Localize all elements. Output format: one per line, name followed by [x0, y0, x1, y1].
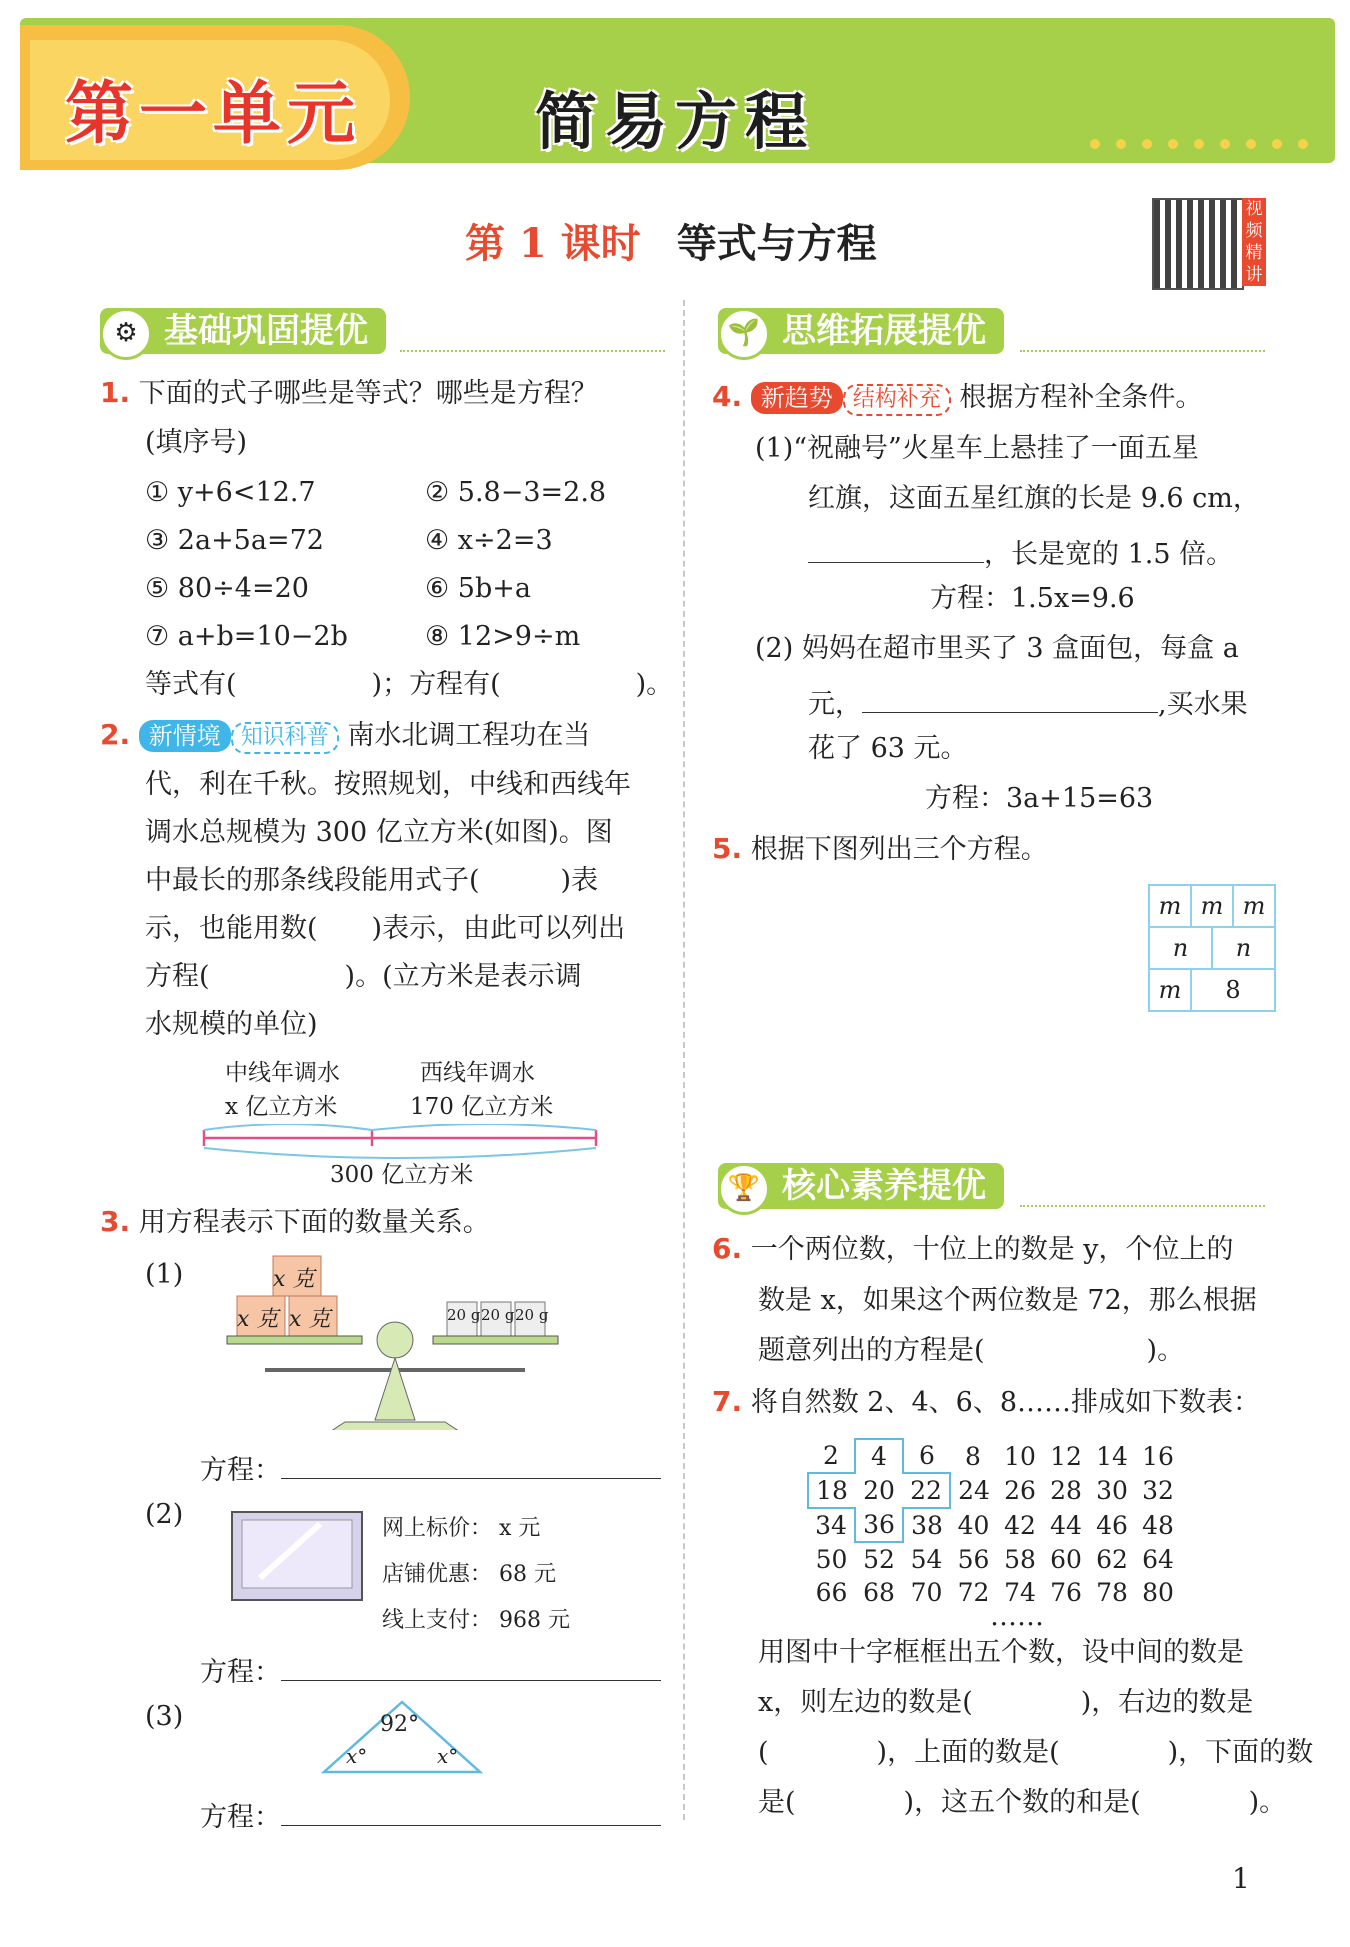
qr-video-tag[interactable]: 视频精讲 — [1242, 198, 1266, 286]
section-rule — [400, 350, 665, 352]
q7-line[interactable]: 是( )，这五个数的和是( )。 — [758, 1787, 1287, 1818]
angle-left: x° — [346, 1744, 368, 1768]
q1-item: ① y+6<12.7 — [145, 477, 316, 508]
q1-item: ⑤ 80÷4=20 — [145, 573, 309, 604]
q4-p2-line2[interactable]: 元， ,买水果 — [808, 682, 1248, 722]
q3-part3-label: (3) — [145, 1701, 184, 1732]
q5-grid: m m m n n m 8 — [1148, 884, 1276, 1012]
price-list — [382, 1506, 570, 1644]
q4-p2-eq: 方程：3a+15=63 — [925, 783, 1154, 814]
tag-science: 知识科普 — [231, 722, 339, 754]
page-number: 1 — [1232, 1862, 1250, 1895]
chapter-title: 简易方程 — [535, 85, 816, 158]
angle-right: x° — [437, 1744, 459, 1768]
gear-icon: ⚙ — [100, 308, 152, 360]
q2-line[interactable]: 示，也能用数( )表示，由此可以列出 — [145, 913, 626, 944]
q3-eq3[interactable]: 方程： — [200, 1795, 661, 1835]
q7-ellipsis: …… — [990, 1601, 1044, 1632]
trophy-icon: 🏆 — [718, 1163, 770, 1215]
q3-stem: 3. 用方程表示下面的数量关系。 — [100, 1205, 490, 1238]
section-basic-title: 基础巩固提优 — [100, 308, 386, 354]
price-line: 店铺优惠： 68 元 — [382, 1562, 556, 1587]
q1-hint: (填序号) — [145, 427, 248, 458]
q1-item: ④ x÷2=3 — [425, 525, 553, 556]
weight-label: 20 g — [481, 1306, 515, 1324]
q6-line1: 6. 一个两位数，十位上的数是 y，个位上的 — [712, 1232, 1234, 1265]
q7-number-table — [807, 1438, 1181, 1609]
q6-line: 数是 x，如果这个两位数是 72，那么根据 — [758, 1285, 1257, 1316]
unit-title: 第一单元 — [65, 75, 362, 154]
q7-line: 用图中十字框框出五个数，设中间的数是 — [758, 1637, 1244, 1668]
q1-answer[interactable]: 等式有( )；方程有( )。 — [145, 669, 674, 700]
table-row: 18 20 22 24 26 28 30 32 — [808, 1473, 1181, 1508]
q2-line[interactable]: 中最长的那条线段能用式子( )表 — [145, 865, 599, 896]
lesson-name: 等式与方程 — [676, 220, 877, 267]
q1-item: ③ 2a+5a=72 — [145, 525, 324, 556]
q2-line1: 2. 新情境 知识科普 南水北调工程功在当 — [100, 718, 590, 754]
tag-new-context: 新情境 — [139, 720, 231, 752]
q4-p2-line: 花了 63 元。 — [808, 733, 968, 764]
qr-code-icon[interactable] — [1152, 198, 1244, 290]
diagram-left-top: 中线年调水 — [225, 1060, 340, 1086]
q1-item: ⑧ 12>9÷m — [425, 621, 581, 652]
q4-p1-eq: 方程：1.5x=9.6 — [930, 583, 1135, 614]
triangle-figure — [320, 1698, 485, 1778]
q1-item: ② 5.8−3=2.8 — [425, 477, 607, 508]
angle-top: 92° — [380, 1712, 419, 1737]
tag-structure: 结构补充 — [843, 384, 951, 416]
box-weight-top: x 克 — [273, 1267, 315, 1292]
q2-line: 代，利在千秋。按照规划，中线和西线年 — [145, 769, 631, 800]
q4-p1-line: (1)“祝融号”火星车上悬挂了一面五星 — [755, 433, 1199, 464]
q7-stem: 7. 将自然数 2、4、6、8……排成如下数表： — [712, 1385, 1261, 1418]
decor-dots — [1090, 134, 1324, 153]
q2-line: 调水总规模为 300 亿立方米(如图)。图 — [145, 817, 613, 848]
q6-line[interactable]: 题意列出的方程是( )。 — [758, 1335, 1185, 1366]
weight-label: 20 g — [515, 1306, 549, 1324]
q3-part1-label: (1) — [145, 1259, 184, 1290]
section-extend-title: 思维拓展提优 — [718, 308, 1004, 354]
box-weight-left: x 克 — [237, 1307, 279, 1332]
diagram-right-bottom: 170 亿立方米 — [410, 1094, 554, 1120]
diagram-right-top: 西线年调水 — [420, 1060, 535, 1086]
q1-stem: 1. 下面的式子哪些是等式？哪些是方程？ — [100, 376, 598, 409]
section-core-title: 核心素养提优 — [718, 1163, 1004, 1209]
q1-item: ⑦ a+b=10−2b — [145, 621, 348, 652]
diagram-left-bottom: x 亿立方米 — [225, 1094, 338, 1120]
price-line: 线上支付： 968 元 — [382, 1608, 570, 1633]
price-line: 网上标价： x 元 — [382, 1516, 541, 1541]
q7-line[interactable]: ( )，上面的数是( )，下面的数 — [758, 1737, 1314, 1768]
q2-line: 水规模的单位) — [145, 1009, 318, 1040]
q3-part2-label: (2) — [145, 1499, 184, 1530]
column-divider — [683, 300, 685, 1820]
sprout-icon: 🌱 — [718, 308, 770, 360]
diagram-total: 300 亿立方米 — [330, 1162, 474, 1188]
lesson-number: 第 1 课时 — [465, 220, 641, 267]
q4-p1-line: 红旗，这面五星红旗的长是 9.6 cm， — [808, 483, 1260, 514]
q3-eq2[interactable]: 方程： — [200, 1650, 661, 1690]
q3-eq1[interactable]: 方程： — [200, 1448, 661, 1488]
q4-stem: 4. 新趋势 结构补充 根据方程补全条件。 — [712, 380, 1202, 416]
box-weight-right: x 克 — [289, 1307, 331, 1332]
monitor-icon — [230, 1510, 365, 1610]
q5-stem: 5. 根据下图列出三个方程。 — [712, 832, 1048, 865]
table-row: 66 68 70 72 74 76 78 80 — [815, 1578, 1174, 1607]
q4-p2-line: (2) 妈妈在超市里买了 3 盒面包，每盒 a — [755, 633, 1239, 664]
q4-p1-line3[interactable]: ，长是宽的 1.5 倍。 — [808, 532, 1233, 572]
table-row: 2 4 6 8 10 12 14 16 — [823, 1441, 1174, 1471]
tag-new-trend: 新趋势 — [751, 382, 843, 414]
section-rule — [1020, 1205, 1265, 1207]
weight-label: 20 g — [447, 1306, 481, 1324]
section-rule — [1020, 350, 1265, 352]
q2-line[interactable]: 方程( )。(立方米是表示调 — [145, 961, 582, 992]
q7-line[interactable]: x，则左边的数是( )，右边的数是 — [758, 1687, 1254, 1718]
q1-item: ⑥ 5b+a — [425, 573, 531, 604]
table-row: 50 52 54 56 58 60 62 64 — [815, 1544, 1174, 1574]
lesson-title — [465, 212, 877, 269]
table-row: 34 36 38 40 42 44 46 48 — [815, 1510, 1174, 1540]
